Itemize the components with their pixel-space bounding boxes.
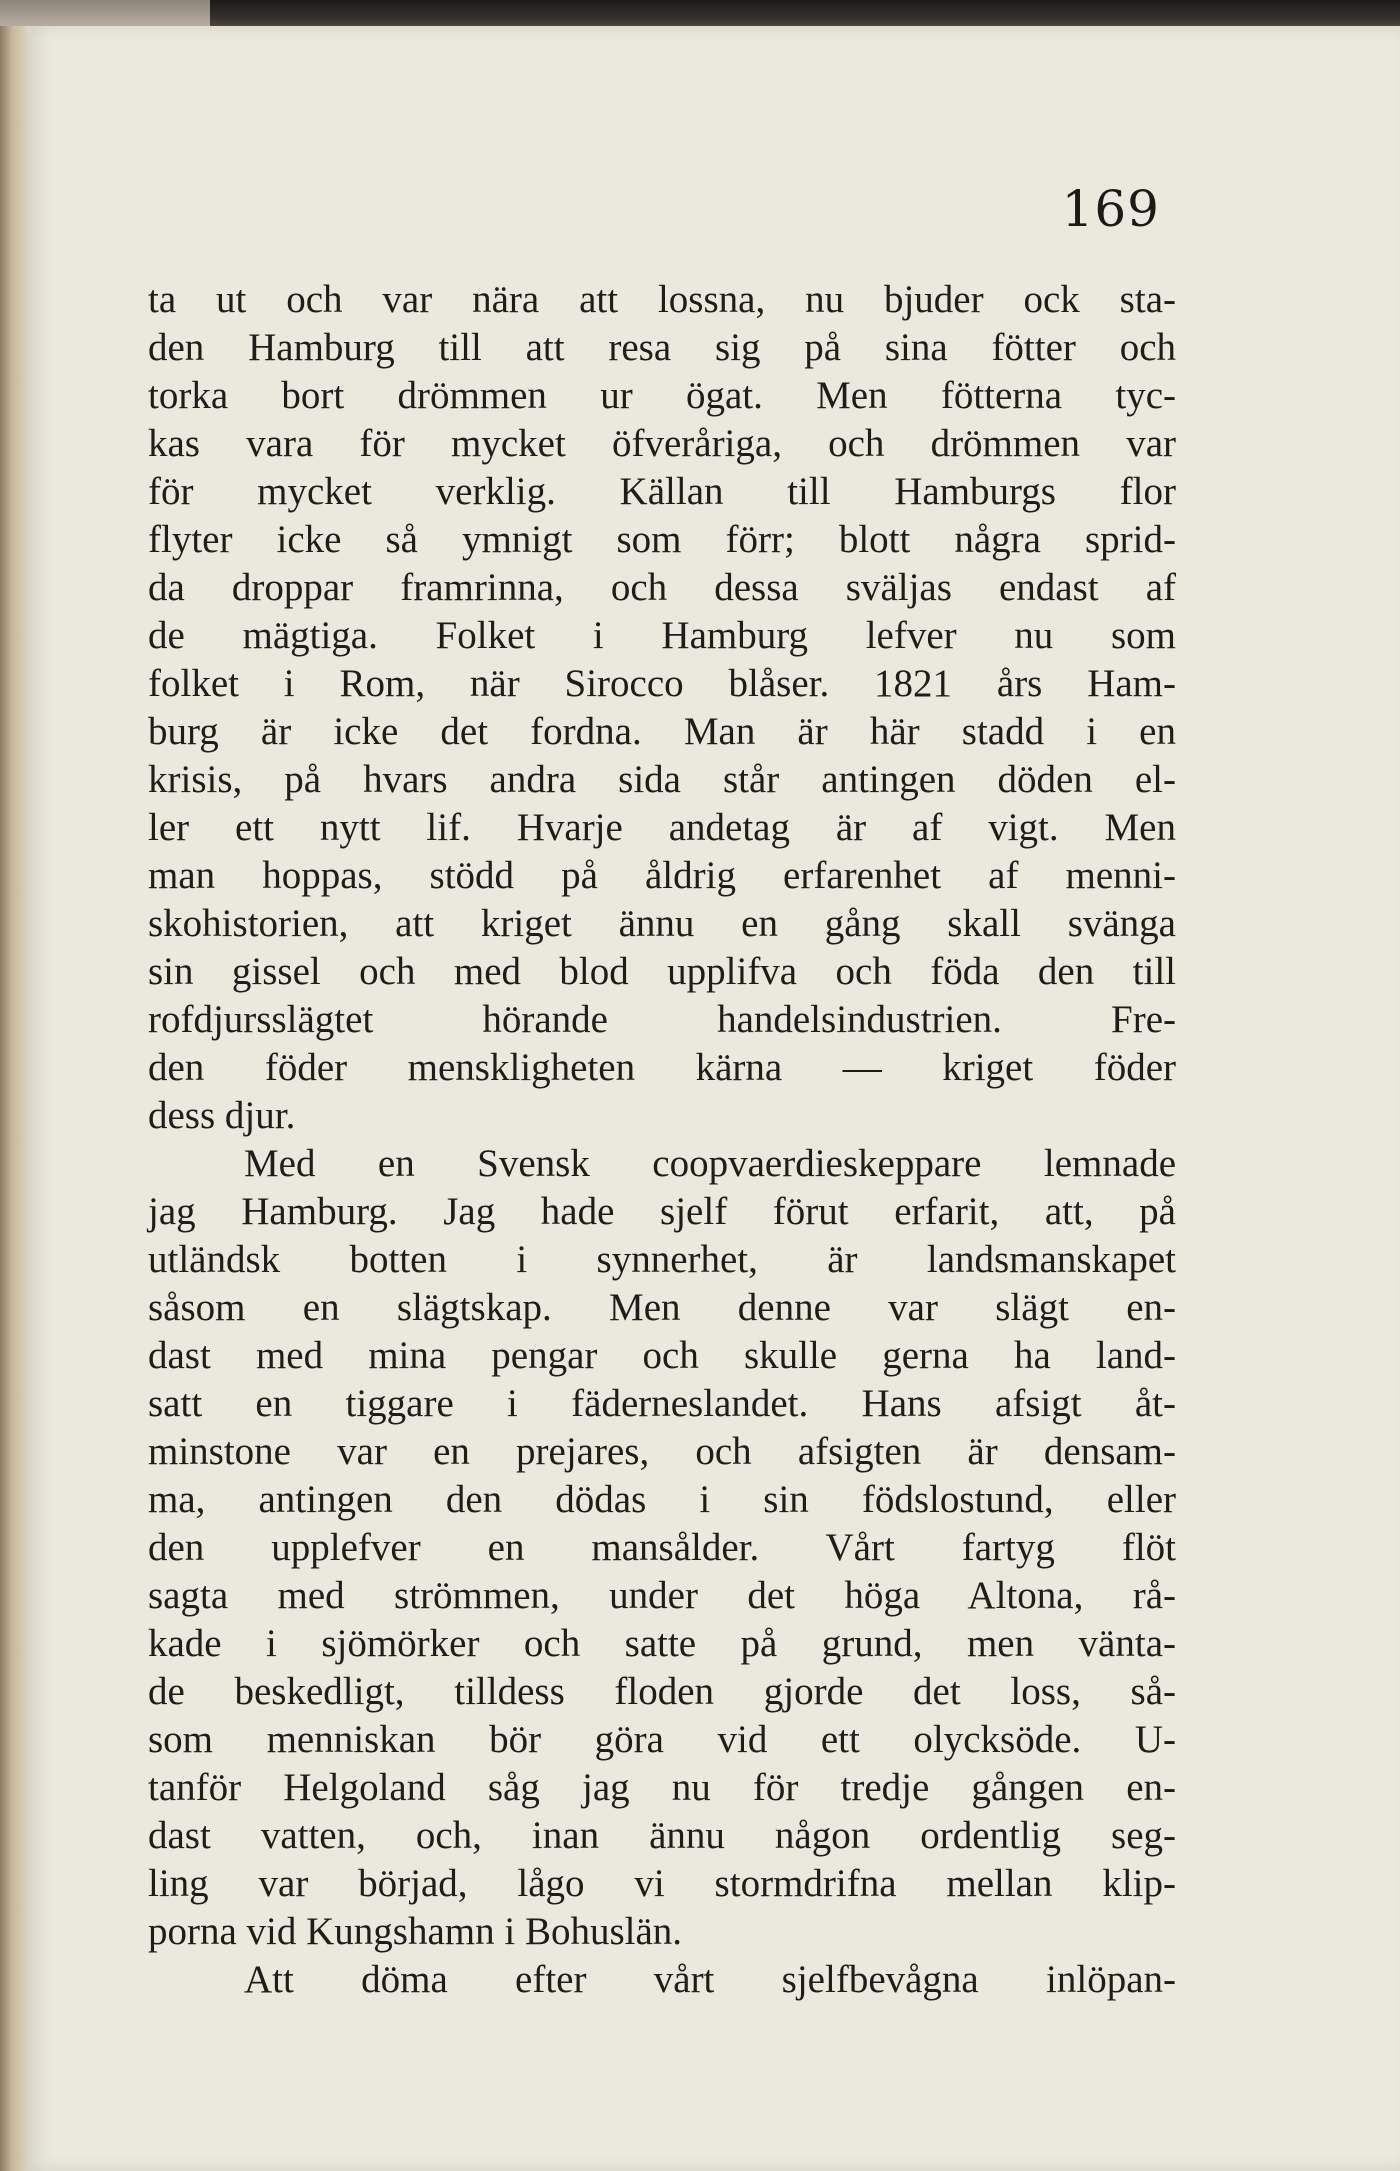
text-line: sin gissel och med blod upplifva och föda den till — [148, 950, 1176, 993]
text-line: tanför Helgoland såg jag nu för tredje gången en- — [148, 1766, 1176, 1809]
text-line: skohistorien, att kriget ännu en gång skall svänga — [148, 902, 1176, 945]
text-line: ling var börjad, lågo vi stormdrifna mellan klip- — [148, 1862, 1176, 1905]
text-line: de beskedligt, tilldess floden gjorde det loss, så- — [148, 1670, 1176, 1713]
text-line: burg är icke det fordna. Man är här stadd i en — [148, 710, 1176, 753]
text-line: kas vara för mycket öfveråriga, och drömmen var — [148, 422, 1176, 465]
text-line: porna vid Kungshamn i Bohuslän. — [148, 1910, 683, 1953]
page-gutter — [0, 26, 30, 2171]
text-line: satt en tiggare i fäderneslandet. Hans afsigt åt- — [148, 1382, 1176, 1425]
text-line: den föder menskligheten kärna — kriget föder — [148, 1046, 1176, 1089]
text-line: ma, antingen den dödas i sin födslostund, eller — [148, 1478, 1176, 1521]
text-line: torka bort drömmen ur ögat. Men fötterna tyc- — [148, 374, 1176, 417]
text-line: utländsk botten i synnerhet, är landsmanskapet — [148, 1238, 1176, 1281]
text-line: kade i sjömörker och satte på grund, men vänta- — [148, 1622, 1176, 1665]
text-line: sagta med strömmen, under det höga Altona, rå- — [148, 1574, 1176, 1617]
text-line: jag Hamburg. Jag hade sjelf förut erfarit, att, på — [148, 1190, 1176, 1233]
text-line: ta ut och var nära att lossna, nu bjuder ock sta- — [148, 278, 1176, 321]
text-line: dess djur. — [148, 1094, 296, 1137]
text-line: som menniskan bör göra vid ett olycksöde. U- — [148, 1718, 1176, 1761]
text-line: minstone var en prejares, och afsigten är densam- — [148, 1430, 1176, 1473]
text-line: den upplefver en mansålder. Vårt fartyg flöt — [148, 1526, 1176, 1569]
text-line: flyter icke så ymnigt som förr; blott några sprid- — [148, 518, 1176, 561]
text-line: dast med mina pengar och skulle gerna ha land- — [148, 1334, 1176, 1377]
text-line: för mycket verklig. Källan till Hamburgs flor — [148, 470, 1176, 513]
body-text — [148, 276, 1176, 2004]
text-line: den Hamburg till att resa sig på sina fötter och — [148, 326, 1176, 369]
text-line: Att döma efter vårt sjelfbevågna inlöpan- — [244, 1958, 1176, 2001]
text-line: krisis, på hvars andra sida står antingen döden el- — [148, 758, 1176, 801]
text-line: de mägtiga. Folket i Hamburg lefver nu som — [148, 614, 1176, 657]
text-line: dast vatten, och, inan ännu någon ordentlig seg- — [148, 1814, 1176, 1857]
text-line: Med en Svensk coopvaerdieskeppare lemnade — [244, 1142, 1176, 1185]
text-line: rofdjursslägtet hörande handelsindustrien. Fre- — [148, 998, 1176, 1041]
text-line: ler ett nytt lif. Hvarje andetag är af vigt. Men — [148, 806, 1176, 849]
text-line: såsom en slägtskap. Men denne var slägt en- — [148, 1286, 1176, 1329]
page-number: 169 — [1061, 180, 1160, 238]
text-line: da droppar framrinna, och dessa sväljas endast af — [148, 566, 1176, 609]
text-line: man hoppas, stödd på åldrig erfarenhet af menni- — [148, 854, 1176, 897]
text-line: folket i Rom, när Sirocco blåser. 1821 års Ham- — [148, 662, 1176, 705]
